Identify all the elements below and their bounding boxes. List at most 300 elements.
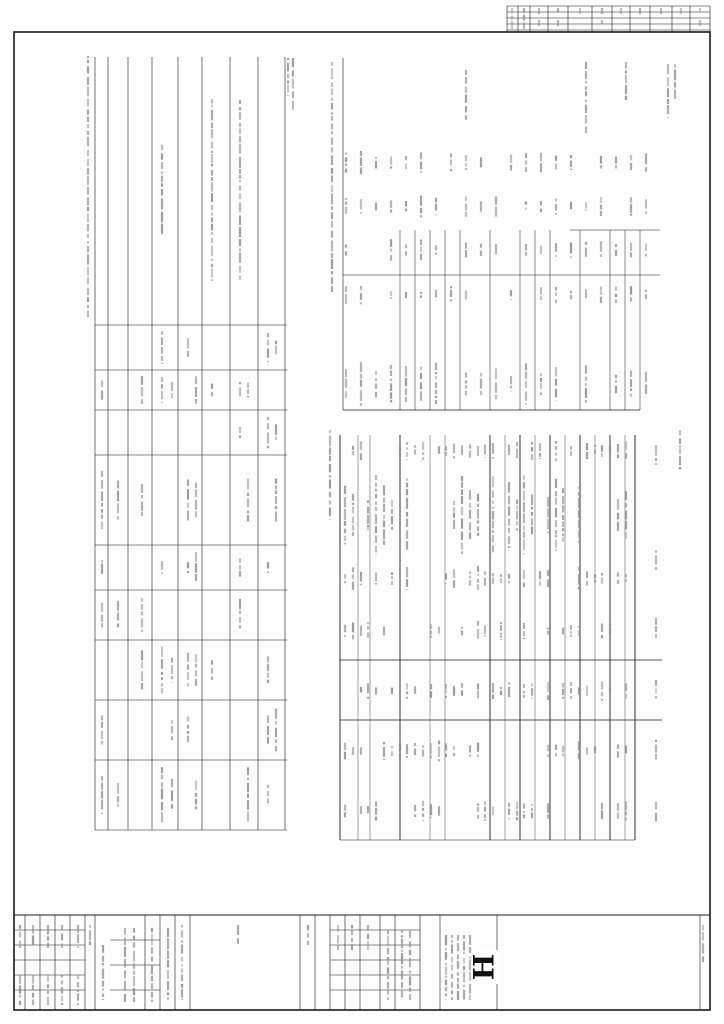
text-mark (510, 290, 512, 296)
text-mark (211, 205, 213, 210)
text-mark (484, 445, 486, 455)
text-mark (101, 492, 103, 502)
text-mark (469, 451, 471, 458)
text-mark (523, 475, 525, 479)
text-mark (555, 535, 557, 538)
text-mark (655, 626, 657, 632)
text-mark (414, 445, 416, 448)
text-mark (133, 997, 135, 1002)
text-mark (525, 167, 527, 172)
text-mark (383, 540, 385, 544)
text-mark (655, 754, 657, 759)
text-mark (195, 376, 197, 384)
text-mark (399, 753, 401, 757)
text-mark (601, 692, 603, 696)
text-mark (375, 514, 377, 524)
text-mark (600, 286, 602, 294)
text-mark (275, 512, 277, 522)
text-mark (562, 754, 564, 756)
text-mark (525, 403, 527, 404)
text-mark (435, 382, 437, 388)
text-mark (508, 506, 510, 515)
text-mark (405, 292, 407, 298)
text-mark (570, 635, 572, 637)
text-mark (655, 696, 657, 698)
text-mark (484, 801, 486, 805)
text-mark (331, 62, 333, 66)
text-mark (287, 81, 289, 84)
text-mark (87, 124, 89, 128)
text-mark (19, 975, 21, 984)
text-mark (101, 791, 103, 799)
text-mark (383, 520, 385, 527)
text-mark (510, 155, 512, 163)
text-mark (465, 391, 467, 396)
text-mark (352, 446, 354, 450)
text-mark (101, 623, 103, 627)
text-mark (101, 813, 103, 814)
text-mark (477, 509, 479, 519)
text-mark (331, 68, 333, 79)
text-mark (161, 402, 163, 403)
text-mark (360, 362, 362, 372)
text-mark (523, 804, 525, 809)
text-mark (19, 925, 21, 929)
text-mark (585, 81, 587, 84)
text-mark (345, 201, 347, 204)
text-mark (267, 361, 269, 362)
text-mark (508, 803, 510, 807)
text-mark (555, 255, 557, 257)
text-mark (500, 578, 502, 582)
text-mark (625, 521, 627, 530)
text-mark (352, 532, 354, 536)
text-mark (679, 445, 681, 454)
text-mark (102, 963, 104, 965)
text-mark (167, 992, 169, 995)
text-mark (562, 534, 564, 536)
text-mark (161, 356, 163, 361)
text-mark (77, 1003, 79, 1005)
text-mark (87, 137, 89, 147)
text-mark (555, 164, 557, 170)
text-mark (547, 570, 549, 576)
text-mark (117, 804, 119, 807)
text-mark (508, 528, 510, 533)
text-mark (601, 635, 603, 638)
text-mark (655, 740, 657, 742)
text-mark (585, 62, 587, 69)
text-mark (555, 508, 557, 517)
text-mark (601, 8, 603, 14)
text-mark (508, 687, 510, 698)
text-mark (405, 164, 407, 170)
text-mark (101, 782, 103, 789)
text-mark (465, 155, 467, 161)
text-mark (195, 483, 197, 489)
text-mark (391, 572, 393, 575)
text-mark (345, 169, 347, 173)
text-mark (406, 483, 408, 488)
text-mark (161, 677, 163, 680)
text-mark (101, 480, 103, 489)
text-mark (211, 182, 213, 192)
text-mark (239, 252, 241, 263)
text-mark (523, 526, 525, 531)
text-mark (523, 631, 525, 636)
text-mark (275, 437, 277, 440)
text-mark (406, 447, 408, 449)
text-mark (406, 442, 408, 444)
text-mark (211, 154, 213, 163)
text-mark (247, 515, 249, 521)
text-mark (422, 745, 424, 747)
text-mark (555, 753, 557, 757)
text-mark (531, 813, 533, 819)
text-mark (102, 968, 104, 978)
text-mark (570, 242, 572, 253)
text-mark (329, 435, 331, 446)
text-mark (523, 22, 525, 29)
text-mark (405, 366, 407, 377)
text-mark (523, 491, 525, 501)
text-mark (674, 69, 676, 80)
text-mark (450, 299, 452, 302)
text-mark (585, 91, 587, 96)
text-mark (585, 115, 587, 124)
text-mark (187, 351, 189, 357)
text-mark (161, 189, 163, 196)
text-mark (167, 960, 169, 967)
text-mark (525, 392, 527, 401)
text-mark (702, 925, 704, 931)
text-mark (171, 665, 173, 674)
text-mark (161, 363, 163, 364)
text-mark (450, 290, 452, 297)
text-mark (161, 183, 163, 187)
text-mark (367, 500, 369, 503)
text-mark (367, 934, 369, 940)
text-mark (594, 449, 596, 453)
text-mark (211, 129, 213, 138)
text-mark (617, 812, 619, 819)
text-mark (87, 77, 89, 85)
text-mark (540, 209, 542, 212)
text-mark (102, 988, 104, 990)
text-mark (463, 985, 465, 987)
text-mark (600, 211, 602, 216)
text-mark (187, 503, 189, 508)
company-logo: H (467, 953, 501, 981)
text-mark (578, 520, 580, 529)
text-mark (674, 64, 676, 68)
text-mark (477, 742, 479, 751)
text-mark (451, 935, 453, 938)
text-mark (585, 202, 587, 208)
text-mark (406, 530, 408, 538)
text-mark (101, 560, 103, 562)
text-mark (195, 781, 197, 790)
text-mark (275, 746, 277, 751)
text-mark (586, 581, 588, 586)
text-mark (171, 658, 173, 663)
text-mark (211, 279, 213, 281)
text-mark (570, 451, 572, 456)
text-mark (344, 536, 346, 541)
text-mark (655, 550, 657, 553)
text-mark (360, 572, 362, 582)
text-mark (435, 214, 437, 215)
text-mark (435, 396, 437, 398)
text-mark (484, 635, 486, 636)
text-mark (77, 946, 79, 948)
text-mark (525, 252, 527, 255)
text-mark (345, 378, 347, 387)
text-mark (480, 251, 482, 257)
text-mark (406, 498, 408, 509)
text-mark (495, 206, 497, 216)
text-mark (387, 990, 389, 994)
text-mark (422, 808, 424, 811)
text-mark (161, 391, 163, 399)
text-mark (477, 526, 479, 531)
text-mark (390, 210, 392, 213)
text-mark (344, 529, 346, 533)
text-mark (141, 612, 143, 616)
text-mark (463, 935, 465, 939)
text-mark (414, 449, 416, 454)
text-mark (562, 683, 564, 688)
text-mark (615, 386, 617, 394)
text-mark (171, 726, 173, 733)
text-mark (344, 812, 346, 817)
text-mark (171, 682, 173, 683)
text-mark (525, 153, 527, 158)
text-mark (422, 820, 424, 821)
text-mark (600, 197, 602, 203)
text-mark (600, 254, 602, 257)
text-mark (500, 625, 502, 631)
text-mark (87, 277, 89, 284)
text-mark (344, 509, 346, 520)
text-mark (87, 150, 89, 156)
text-mark (585, 127, 587, 134)
text-mark (406, 683, 408, 689)
text-mark (133, 942, 135, 947)
text-mark (151, 956, 153, 961)
text-mark (387, 976, 389, 979)
text-mark (655, 802, 657, 809)
text-mark (555, 745, 557, 751)
text-mark (383, 504, 385, 512)
text-mark (267, 716, 269, 723)
text-mark (87, 197, 89, 205)
text-mark (331, 97, 333, 100)
text-mark (337, 925, 339, 932)
text-mark (161, 162, 163, 169)
text-mark (267, 791, 269, 796)
text-mark (555, 367, 557, 376)
text-mark (367, 806, 369, 813)
text-mark (102, 956, 104, 962)
text-mark (469, 571, 471, 573)
text-mark (630, 371, 632, 377)
text-mark (247, 800, 249, 809)
text-mark (586, 686, 588, 697)
text-mark (307, 933, 309, 938)
text-mark (171, 720, 173, 724)
text-mark (617, 522, 619, 531)
text-mark (555, 459, 557, 461)
text-mark (463, 966, 465, 970)
text-mark (239, 100, 241, 104)
text-mark (161, 688, 163, 693)
text-mark (630, 197, 632, 202)
text-mark (451, 974, 453, 979)
text-mark (211, 232, 213, 235)
text-mark (435, 253, 437, 255)
text-mark (151, 992, 153, 998)
text-mark (562, 537, 564, 542)
text-mark (399, 743, 401, 751)
text-mark (570, 155, 572, 158)
text-mark (531, 454, 533, 460)
text-mark (570, 696, 572, 699)
text-mark (239, 565, 241, 569)
text-mark (585, 388, 587, 398)
text-mark (331, 212, 333, 219)
text-mark (477, 584, 479, 590)
text-mark (187, 480, 189, 486)
text-mark (239, 144, 241, 154)
text-mark (453, 569, 455, 578)
text-mark (531, 804, 533, 806)
text-mark (331, 185, 333, 192)
text-mark (477, 815, 479, 818)
text-mark (181, 957, 183, 962)
text-mark (525, 244, 527, 251)
text-mark (87, 110, 89, 115)
text-mark (87, 99, 89, 107)
text-mark (211, 264, 213, 268)
text-mark (557, 20, 559, 26)
text-mark (195, 670, 197, 676)
text-mark (161, 198, 163, 209)
text-mark (469, 580, 471, 585)
text-mark (375, 483, 377, 487)
text-mark (267, 737, 269, 744)
text-mark (87, 297, 89, 302)
text-mark (352, 506, 354, 513)
text-mark (645, 211, 647, 213)
text-mark (247, 479, 249, 490)
text-mark (247, 767, 249, 774)
text-mark (247, 511, 249, 514)
text-mark (555, 479, 557, 488)
text-mark (586, 747, 588, 754)
text-mark (181, 999, 183, 1000)
text-mark (480, 373, 482, 377)
text-mark (161, 377, 163, 382)
text-mark (331, 147, 333, 152)
text-mark (275, 479, 277, 484)
text-mark (484, 571, 486, 575)
text-mark (329, 464, 331, 472)
text-mark (492, 577, 494, 584)
text-mark (531, 698, 533, 699)
text-mark (89, 925, 91, 928)
text-mark (19, 941, 21, 948)
text-mark (161, 212, 163, 223)
text-mark (345, 391, 347, 398)
text-mark (414, 814, 416, 817)
text-mark (239, 193, 241, 199)
text-mark (331, 83, 333, 87)
text-mark (523, 623, 525, 629)
text-mark (538, 20, 540, 26)
text-mark (465, 115, 467, 120)
text-mark (391, 527, 393, 530)
text-mark (151, 983, 153, 989)
text-mark (329, 492, 331, 498)
text-mark (655, 555, 657, 564)
text-mark (477, 755, 479, 757)
text-mark (508, 546, 510, 548)
text-mark (435, 245, 437, 250)
text-mark (331, 88, 333, 95)
text-mark (422, 442, 424, 450)
text-mark (585, 400, 587, 403)
text-mark (539, 458, 541, 459)
text-mark (171, 676, 173, 679)
text-mark (331, 221, 333, 228)
text-mark (465, 94, 467, 102)
text-mark (161, 145, 163, 151)
text-mark (445, 696, 447, 698)
sheet-border (14, 32, 710, 1010)
text-mark (609, 623, 611, 626)
text-mark (375, 507, 377, 511)
text-mark (387, 961, 389, 965)
text-mark (495, 395, 497, 400)
text-mark (465, 163, 467, 166)
text-mark (451, 982, 453, 988)
text-mark (453, 456, 455, 458)
text-mark (167, 970, 169, 979)
text-mark (645, 167, 647, 172)
text-mark (525, 208, 527, 210)
text-mark (625, 579, 627, 582)
text-mark (287, 74, 289, 78)
text-mark (492, 573, 494, 576)
text-mark (667, 64, 669, 74)
text-mark (161, 572, 163, 574)
text-mark (19, 932, 21, 938)
text-mark (367, 633, 369, 638)
text-mark (500, 687, 502, 689)
text-mark (267, 446, 269, 449)
text-mark (161, 337, 163, 345)
text-mark (420, 382, 422, 389)
text-mark (615, 380, 617, 382)
text-mark (630, 286, 632, 295)
text-mark (435, 198, 437, 203)
text-mark (531, 808, 533, 811)
text-mark (667, 77, 669, 86)
text-mark (239, 186, 241, 191)
text-mark (477, 446, 479, 456)
text-mark (615, 244, 617, 247)
